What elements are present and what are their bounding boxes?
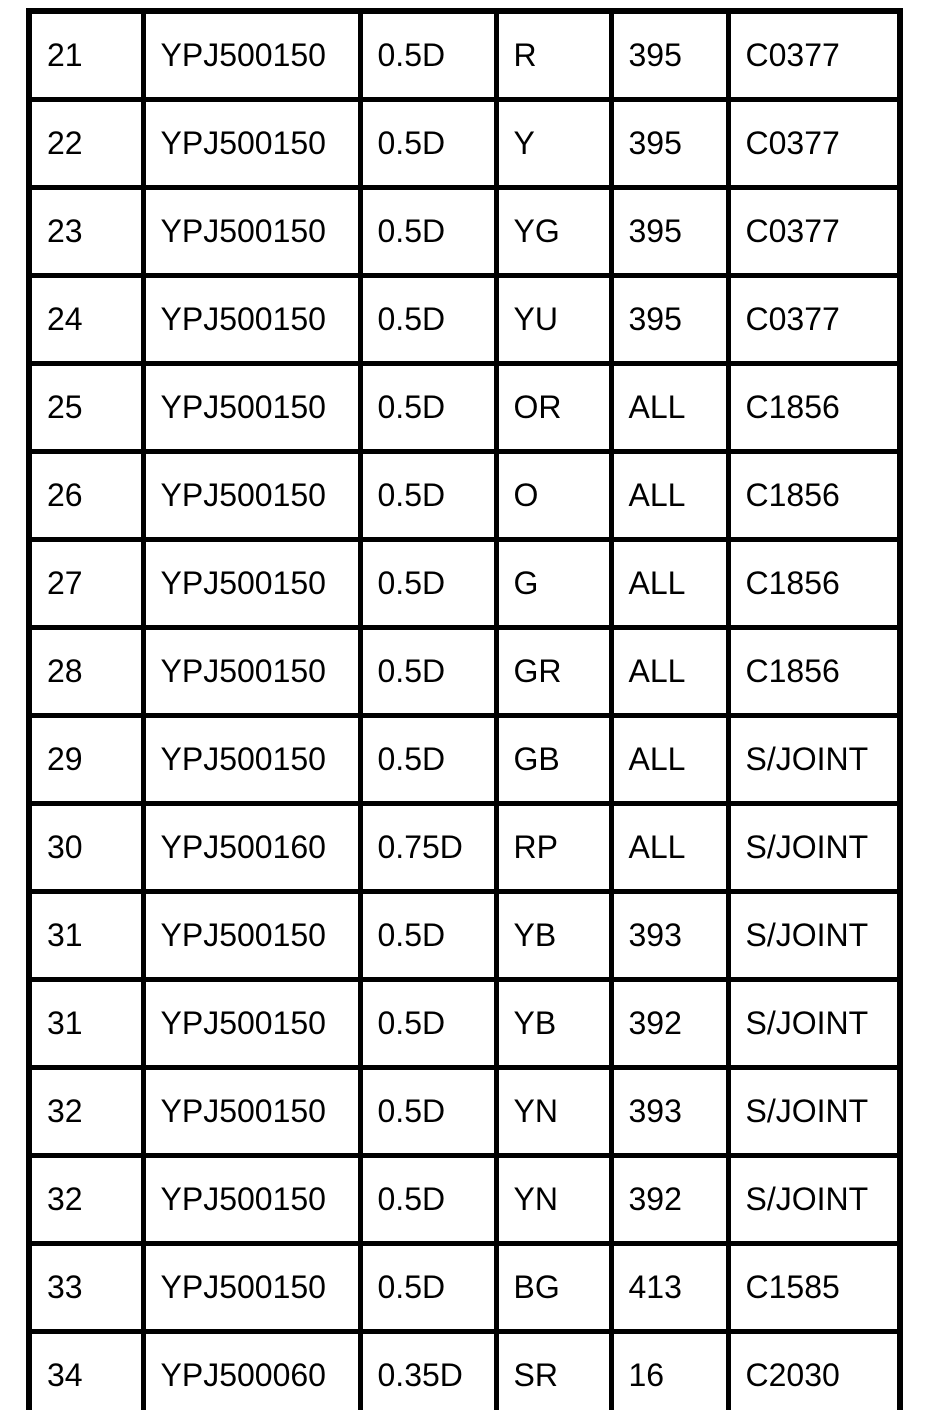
- table-cell: YPJ500150: [143, 980, 360, 1068]
- table-cell: 0.5D: [360, 1244, 496, 1332]
- table-cell: YN: [496, 1156, 611, 1244]
- table-row: [29, 1332, 900, 1410]
- table-row: [29, 364, 900, 452]
- table-cell: S/JOINT: [728, 1068, 900, 1156]
- table-cell: 27: [29, 540, 143, 628]
- table-cell: YU: [496, 276, 611, 364]
- table-cell: OR: [496, 364, 611, 452]
- table-cell: 0.5D: [360, 628, 496, 716]
- table-row: [29, 100, 900, 188]
- table-cell: 413: [611, 1244, 728, 1332]
- table-row: [29, 628, 900, 716]
- table-cell: C0377: [728, 188, 900, 276]
- table-cell: 395: [611, 100, 728, 188]
- parts-table: [26, 8, 903, 1410]
- table-cell: 30: [29, 804, 143, 892]
- table-cell: YPJ500160: [143, 804, 360, 892]
- table-cell: C0377: [728, 11, 900, 100]
- table-cell: S/JOINT: [728, 1156, 900, 1244]
- table-cell: YG: [496, 188, 611, 276]
- table-cell: ALL: [611, 452, 728, 540]
- table-row: [29, 892, 900, 980]
- table-cell: 0.5D: [360, 452, 496, 540]
- table-cell: SR: [496, 1332, 611, 1410]
- table-cell: 25: [29, 364, 143, 452]
- table-cell: YPJ500150: [143, 100, 360, 188]
- table-cell: YB: [496, 892, 611, 980]
- table-cell: ALL: [611, 364, 728, 452]
- table-cell: 28: [29, 628, 143, 716]
- table-cell: 32: [29, 1068, 143, 1156]
- table-cell: 0.5D: [360, 1068, 496, 1156]
- table-cell: 26: [29, 452, 143, 540]
- table-cell: BG: [496, 1244, 611, 1332]
- table-cell: YPJ500150: [143, 1068, 360, 1156]
- table-cell: O: [496, 452, 611, 540]
- table-cell: RP: [496, 804, 611, 892]
- table-cell: YPJ500150: [143, 892, 360, 980]
- table-cell: 395: [611, 11, 728, 100]
- table-cell: 23: [29, 188, 143, 276]
- table-row: [29, 716, 900, 804]
- table-cell: C0377: [728, 100, 900, 188]
- table-cell: 0.5D: [360, 188, 496, 276]
- table-cell: G: [496, 540, 611, 628]
- parts-table-body: [29, 11, 900, 1410]
- table-cell: 0.35D: [360, 1332, 496, 1410]
- table-cell: 33: [29, 1244, 143, 1332]
- table-row: [29, 804, 900, 892]
- table-cell: C1856: [728, 540, 900, 628]
- table-cell: 0.5D: [360, 892, 496, 980]
- table-cell: YPJ500150: [143, 364, 360, 452]
- table-row: [29, 540, 900, 628]
- table-cell: 0.75D: [360, 804, 496, 892]
- table-row: [29, 980, 900, 1068]
- table-cell: 16: [611, 1332, 728, 1410]
- table-cell: YPJ500150: [143, 276, 360, 364]
- table-cell: 0.5D: [360, 276, 496, 364]
- table-cell: YPJ500150: [143, 11, 360, 100]
- table-cell: ALL: [611, 628, 728, 716]
- table-cell: C1856: [728, 452, 900, 540]
- table-cell: YPJ500060: [143, 1332, 360, 1410]
- table-cell: 31: [29, 980, 143, 1068]
- table-row: [29, 1156, 900, 1244]
- table-cell: YPJ500150: [143, 540, 360, 628]
- table-cell: 393: [611, 1068, 728, 1156]
- table-cell: YB: [496, 980, 611, 1068]
- table-cell: 0.5D: [360, 716, 496, 804]
- table-row: [29, 1244, 900, 1332]
- table-row: [29, 452, 900, 540]
- table-cell: ALL: [611, 716, 728, 804]
- table-cell: R: [496, 11, 611, 100]
- table-cell: GB: [496, 716, 611, 804]
- table-cell: 29: [29, 716, 143, 804]
- table-row: [29, 1068, 900, 1156]
- table-row: [29, 188, 900, 276]
- table-cell: S/JOINT: [728, 804, 900, 892]
- table-cell: C1856: [728, 628, 900, 716]
- table-cell: 392: [611, 1156, 728, 1244]
- table-cell: YPJ500150: [143, 452, 360, 540]
- table-cell: Y: [496, 100, 611, 188]
- table-cell: YPJ500150: [143, 188, 360, 276]
- table-cell: C1856: [728, 364, 900, 452]
- table-cell: S/JOINT: [728, 716, 900, 804]
- table-cell: 34: [29, 1332, 143, 1410]
- table-cell: 22: [29, 100, 143, 188]
- table-cell: 393: [611, 892, 728, 980]
- table-cell: 0.5D: [360, 364, 496, 452]
- table-cell: 21: [29, 11, 143, 100]
- table-cell: YPJ500150: [143, 628, 360, 716]
- table-row: [29, 11, 900, 100]
- table-cell: 31: [29, 892, 143, 980]
- table-cell: GR: [496, 628, 611, 716]
- table-cell: C2030: [728, 1332, 900, 1410]
- table-cell: 0.5D: [360, 100, 496, 188]
- table-cell: 395: [611, 276, 728, 364]
- table-cell: S/JOINT: [728, 892, 900, 980]
- table-cell: ALL: [611, 804, 728, 892]
- table-cell: 0.5D: [360, 1156, 496, 1244]
- table-cell: 392: [611, 980, 728, 1068]
- table-cell: 32: [29, 1156, 143, 1244]
- table-cell: 0.5D: [360, 980, 496, 1068]
- table-cell: 24: [29, 276, 143, 364]
- table-cell: S/JOINT: [728, 980, 900, 1068]
- table-cell: C0377: [728, 276, 900, 364]
- table-cell: ALL: [611, 540, 728, 628]
- table-cell: C1585: [728, 1244, 900, 1332]
- table-cell: 395: [611, 188, 728, 276]
- table-cell: YN: [496, 1068, 611, 1156]
- table-cell: 0.5D: [360, 11, 496, 100]
- table-cell: YPJ500150: [143, 1156, 360, 1244]
- table-cell: YPJ500150: [143, 716, 360, 804]
- table-cell: YPJ500150: [143, 1244, 360, 1332]
- table-row: [29, 276, 900, 364]
- table-cell: 0.5D: [360, 540, 496, 628]
